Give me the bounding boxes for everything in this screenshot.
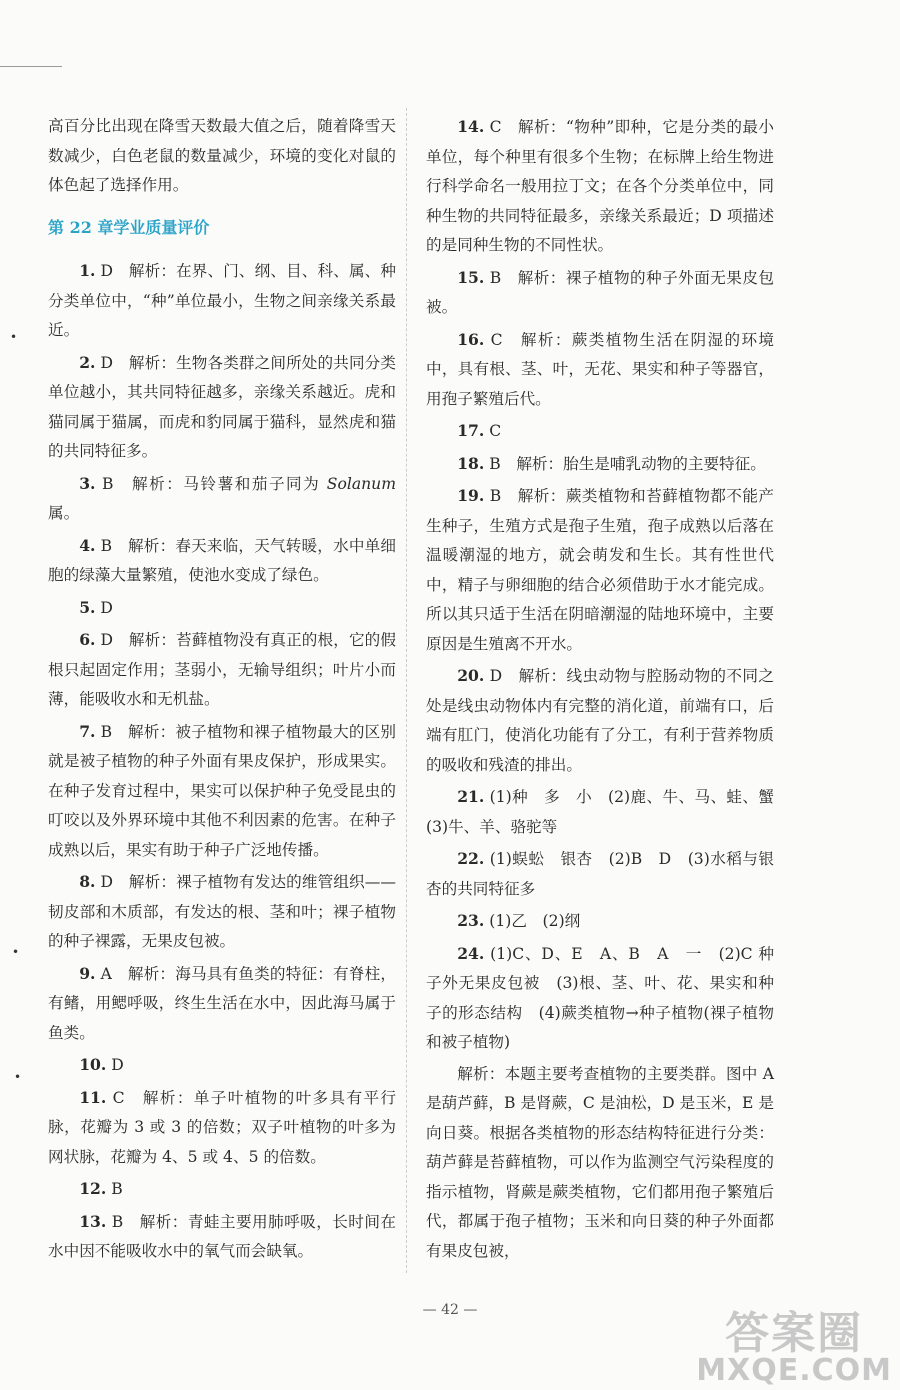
answer-text: (1)C、D、E A、B A 一 (2)C 种子外无果皮包被 (3)根、茎、叶、花、果实和种子的形态结构 (4)蕨类植物→种子植物(裸子植物和被子植物) [426, 944, 774, 1051]
answer-item [48, 348, 396, 467]
answer-number: 12. [79, 1179, 107, 1198]
answer-number: 3. [79, 473, 96, 493]
answer-text: (1)种 多 小 (2)鹿、牛、马、蛙、蟹 (3)牛、羊、骆驼等 [426, 788, 790, 836]
answer-text: D 解析：裸子植物有发达的维管组织——韧皮部和木质部，有发达的根、茎和叶；裸子植物的种子裸露，无果皮包被。 [48, 873, 396, 950]
right-column [426, 112, 790, 1268]
answer-number: 4. [79, 535, 96, 555]
answer-number: 23. [457, 911, 485, 930]
answer-item [426, 263, 774, 323]
answer-item [426, 112, 774, 261]
answer-number: 7. [79, 721, 96, 741]
answer-number: 11. [79, 1087, 107, 1107]
answer-number: 5. [79, 597, 96, 617]
answer-item [426, 416, 774, 447]
left-column [48, 112, 396, 1269]
intro-paragraph: 高百分比出现在降雪天数最大值之后，随着降雪天数减少，白色老鼠的数量减少，环境的变化对鼠的体色起了选择作用。 [48, 117, 396, 194]
answer-item [426, 481, 774, 659]
answer-item [48, 256, 396, 346]
answer-text: C 解析：单子叶植物的叶多具有平行脉，花瓣为 3 或 3 的倍数；双子叶植物的叶多为网状脉，花瓣为 4、5 或 4、5 的倍数。 [48, 1088, 396, 1166]
answer-number: 9. [79, 963, 96, 983]
answer-number: 2. [79, 352, 96, 372]
answer-item [48, 867, 396, 957]
answer-item [426, 939, 774, 1058]
answer-text: B 解析：裸子植物的种子外面无果皮包被。 [426, 268, 774, 316]
margin-mark: • [12, 945, 20, 959]
answer-item [48, 469, 396, 529]
answer-number: 10. [79, 1055, 107, 1074]
answer-item [48, 625, 396, 715]
answer-number: 18. [457, 453, 485, 473]
answer-number: 14. [457, 117, 485, 136]
answer-text: C 解析：“物种”即种，它是分类的最小单位，每个种里有很多个生物；在标牌上给生物进行科学命名一般用拉丁文；在各个分类单位中，同种生物的共同特征最多，亲缘关系最近；D 项描述的是同种生物的不同性状。 [426, 118, 774, 254]
answer-number: 15. [457, 267, 485, 287]
answer-text: B 解析：青蛙主要用肺呼吸，长时间在水中因不能吸收水中的氧气而会缺氧。 [48, 1212, 396, 1260]
answer-item [426, 906, 774, 937]
answer-text: D 解析：在界、门、纲、目、科、属、种分类单位中，“种”单位最小，生物之间亲缘关系最近。 [48, 262, 396, 339]
answer-number: 16. [457, 329, 485, 349]
answer-item [426, 325, 774, 415]
answer-item [426, 449, 774, 480]
answer-text: B 解析：马铃薯和茄子同为 [95, 474, 327, 493]
analysis-paragraph: 解析：本题主要考查植物的主要类群。图中 A 是葫芦藓，B 是肾蕨，C 是油松，D 是玉米，E 是向日葵。根据各类植物的形态结构特征进行分类：葫芦藓是苔藓植物，可以作为监测空气污染程度的指示植物，肾蕨是蕨类植物，它们都用孢子繁殖后代，都属于孢子植物；玉米和向日葵的种子外面都有果皮包被， [426, 1064, 774, 1260]
answer-text: D [106, 1056, 124, 1074]
answer-item [48, 1207, 396, 1267]
margin-mark: • [10, 330, 18, 344]
answer-number: 24. [457, 943, 485, 963]
answer-item [48, 531, 396, 591]
answer-text: D 解析：生物各类群之间所处的共同分类单位越小，其共同特征越多，亲缘关系越近。虎和猫同属于猫属，而虎和豹同属于猫科，显然虎和猫的共同特征多。 [48, 353, 396, 460]
answer-text: D 解析：苔藓植物没有真正的根，它的假根只起固定作用；茎弱小，无输导组织；叶片小而薄，能吸收水和无机盐。 [48, 631, 396, 708]
answer-text: B 解析：被子植物和裸子植物最大的区别就是被子植物的种子外面有果皮保护，形成果实。在种子发育过程中，果实可以保护种子免受昆虫的叮咬以及外界环境中其他不利因素的危害。在种子成熟以后，果实有助于种子广泛地传播。 [48, 722, 396, 859]
answer-number: 8. [79, 872, 96, 891]
answer-text: (1)乙 (2)纲 [484, 912, 581, 930]
answer-item [426, 844, 774, 904]
answer-text: (1)蜈蚣 银杏 (2)B D (3)水稻与银杏的共同特征多 [426, 850, 774, 898]
answer-text: B 解析：胎生是哺乳动物的主要特征。 [484, 454, 766, 473]
section-title: 第 22 章学业质量评价 [48, 217, 210, 237]
watermark-line2: MXQE.COM [696, 1353, 892, 1388]
watermark-line1: 答案圈 [725, 1308, 864, 1359]
answer-text: C 解析：蕨类植物生活在阴湿的环境中，具有根、茎、叶，无花、果实和种子等器官，用孢子繁殖后代。 [426, 330, 774, 408]
answer-number: 22. [457, 849, 485, 868]
answer-number: 17. [457, 421, 485, 440]
left-answer-list [48, 256, 396, 1267]
answer-item [48, 593, 396, 624]
answer-number: 6. [79, 630, 96, 649]
answer-number: 20. [457, 666, 485, 685]
margin-mark: • [14, 1070, 22, 1084]
answer-text: B 解析：春天来临，天气转暖，水中单细胞的绿藻大量繁殖，使池水变成了绿色。 [48, 536, 396, 584]
answer-number: 13. [79, 1211, 107, 1231]
answer-number: 1. [79, 261, 96, 280]
answer-text: C [484, 422, 502, 440]
answer-item [426, 782, 790, 842]
page-number: — 42 — [422, 1302, 478, 1318]
answer-item [48, 1050, 396, 1081]
answer-number: 21. [457, 787, 485, 806]
answer-number: 19. [457, 486, 485, 505]
answer-text-tail: 属。 [48, 504, 80, 522]
answer-item [426, 661, 774, 780]
answer-item [48, 1083, 396, 1173]
answer-text: A 解析：海马具有鱼类的特征：有脊柱，有鳍，用鳃呼吸，终生生活在水中，因此海马属于鱼类。 [48, 964, 396, 1042]
column-divider [406, 108, 407, 1273]
latin-name: Solanum [326, 474, 396, 493]
answer-text: B 解析：蕨类植物和苔藓植物都不能产生种子，生殖方式是孢子生殖，孢子成熟以后落在温暖潮湿的地方，就会萌发和生长。其有性世代中，精子与卵细胞的结合必须借助于水才能完成。所以其只适于生活在阴暗潮湿的陆地环境中，主要原因是生殖离不开水。 [426, 487, 774, 653]
top-rule [0, 66, 62, 67]
answer-text: D 解析：线虫动物与腔肠动物的不同之处是线虫动物体内有完整的消化道，前端有口，后端有肛门，使消化功能有了分工，有利于营养物质的吸收和残渣的排出。 [426, 667, 774, 774]
answer-item [48, 959, 396, 1049]
watermark-logo [696, 1308, 892, 1388]
answer-text: D [95, 598, 113, 617]
answer-item [48, 1174, 396, 1205]
answer-text: B [106, 1180, 123, 1198]
answer-item [48, 717, 396, 866]
right-answer-list [426, 112, 790, 1058]
